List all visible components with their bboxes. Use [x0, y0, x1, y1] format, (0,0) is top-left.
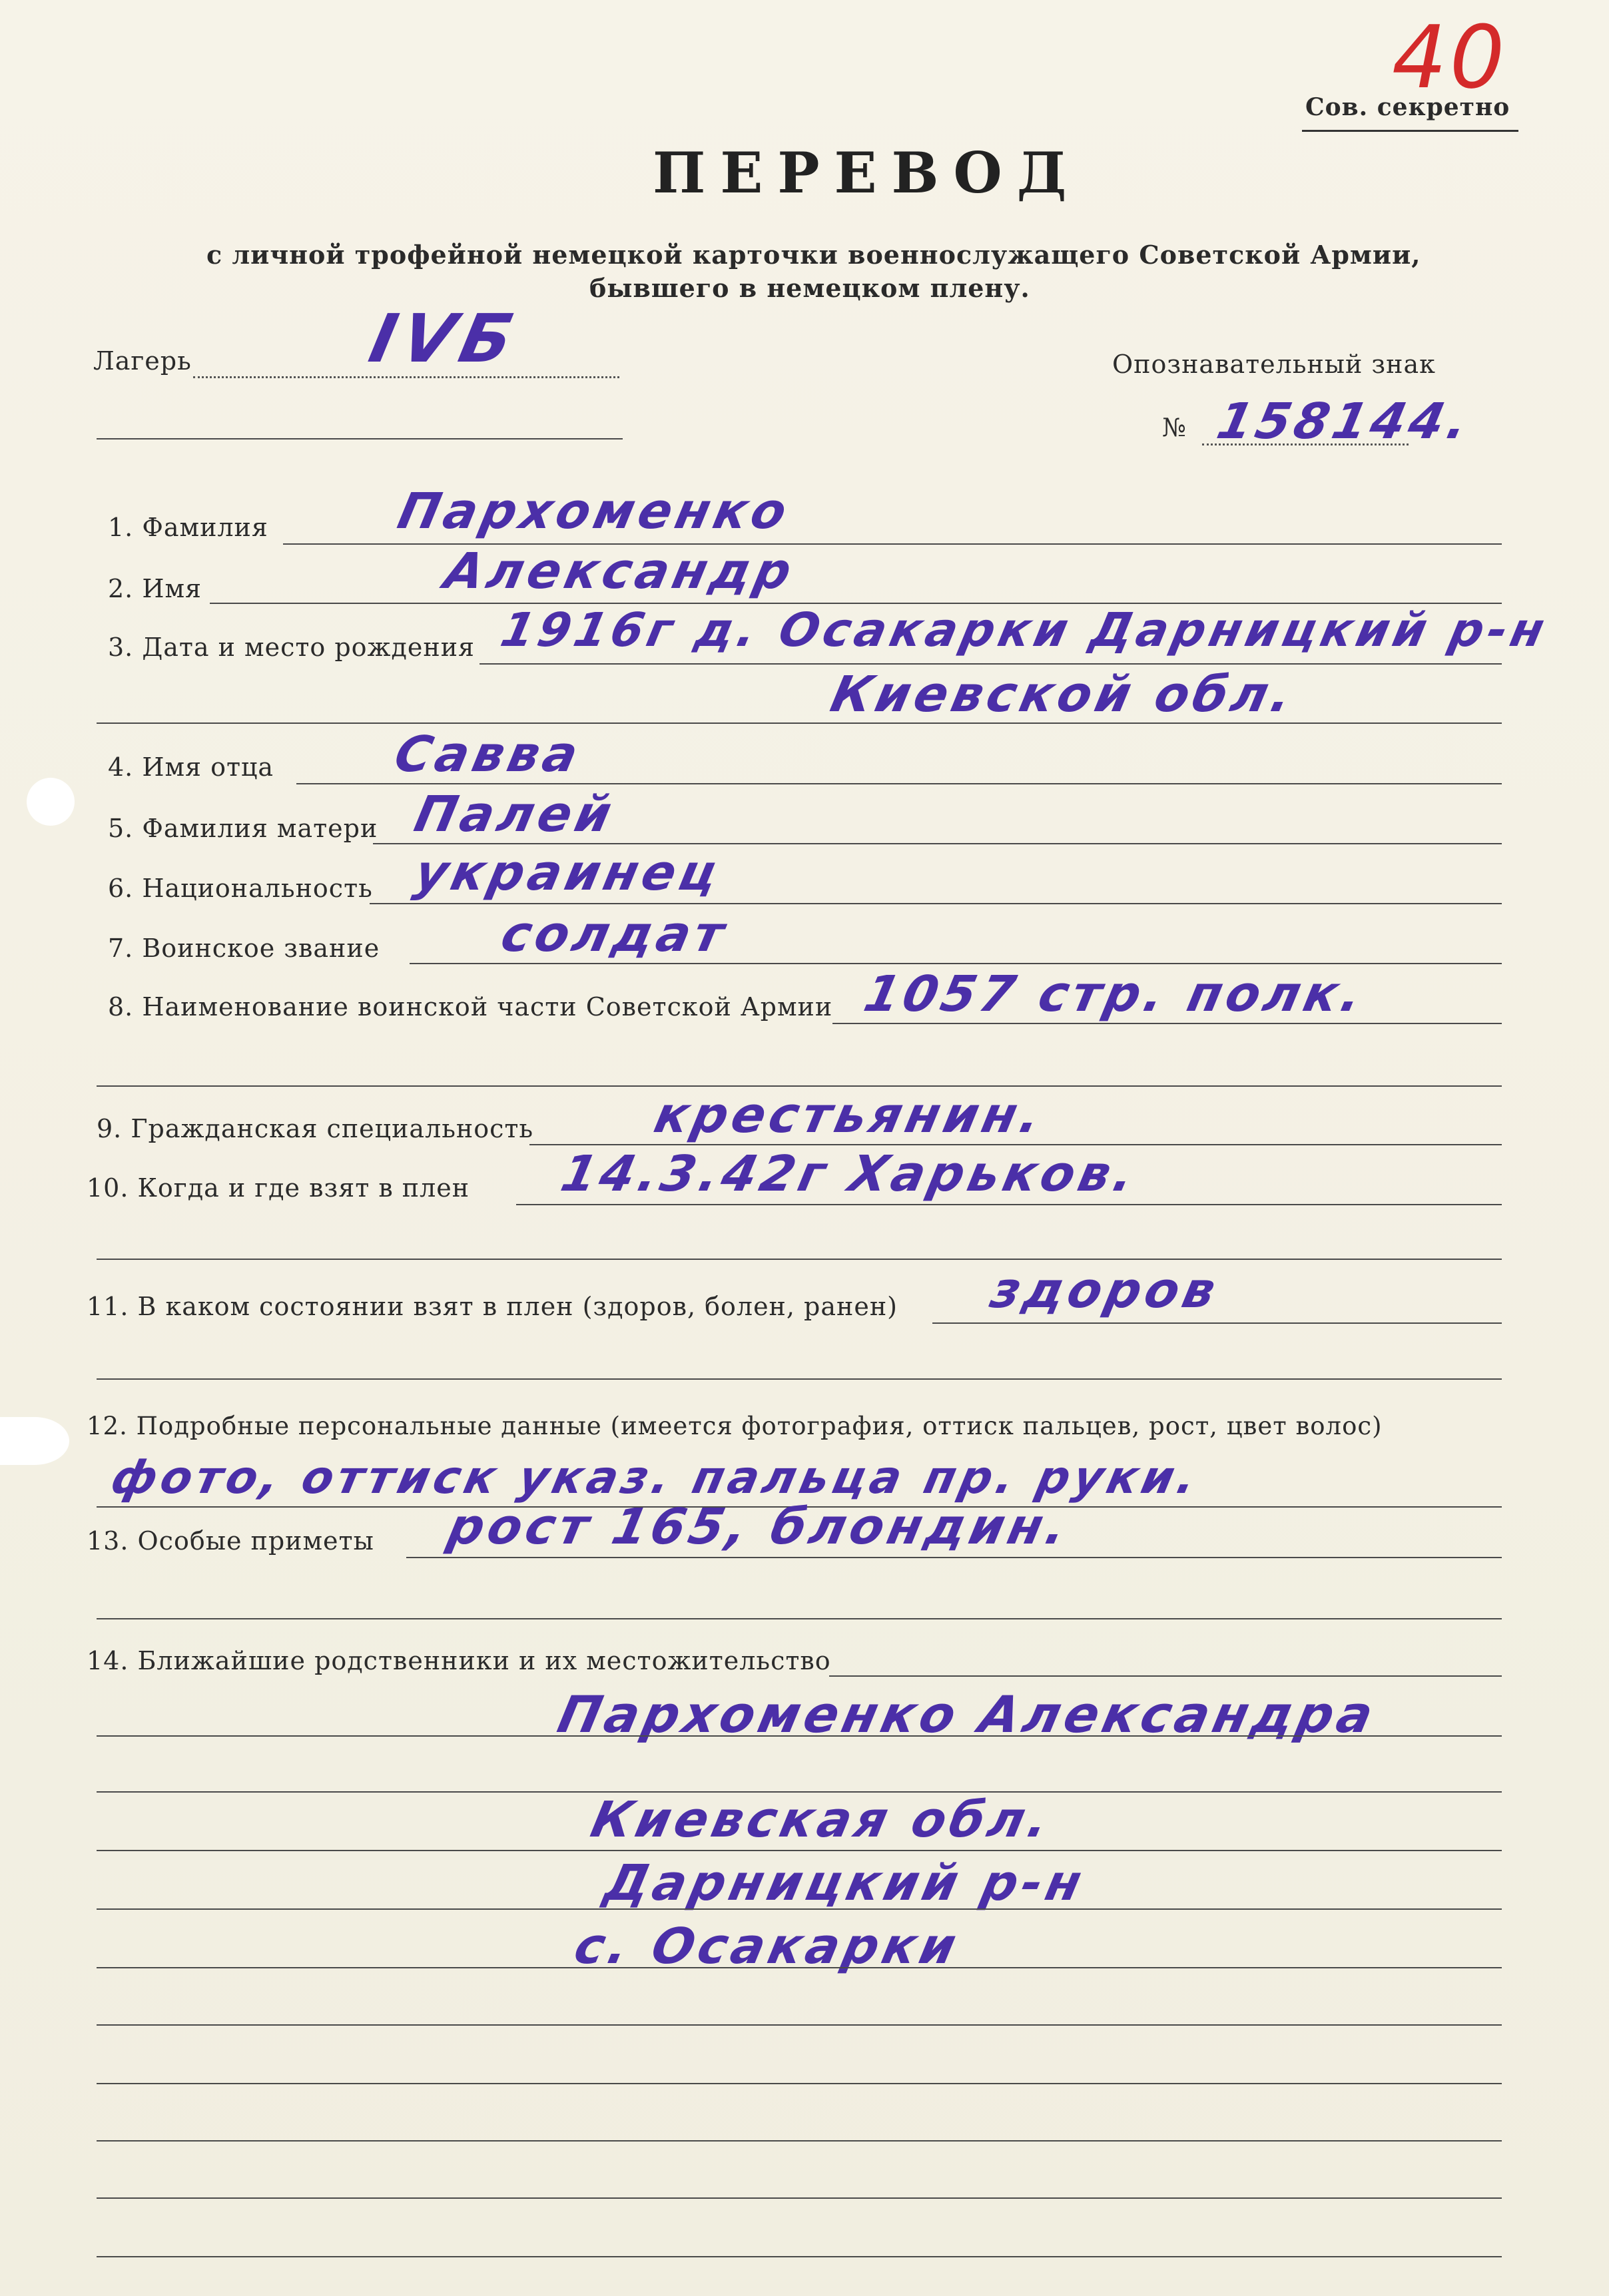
document-title: ПЕРЕВОД [653, 140, 1082, 206]
distinctive-marks-value: рост 165, блондин. [443, 1498, 1076, 1556]
personal-data-label: 12. Подробные персональные данные (имеется фотография, оттиск пальцев, рост, цвет волос) [87, 1412, 1383, 1440]
relatives-value-line2: Киевская обл. [586, 1791, 1058, 1849]
camp-second-line [97, 438, 623, 439]
punch-hole-top [27, 778, 75, 826]
surname-label: 1. Фамилия [108, 513, 268, 542]
page-number: 40 [1392, 7, 1508, 108]
first-name-value: Александр [440, 543, 801, 600]
document-subtitle-line1: с личной трофейной немецкой карточки военнослужащего Советской Армии, [206, 240, 1421, 270]
birth-value-line1: 1916г д. Осакарки Дарницкий р-н [496, 603, 1554, 657]
relatives-line-4 [97, 1850, 1502, 1851]
rank-value: солдат [496, 906, 733, 963]
relatives-line [829, 1675, 1502, 1677]
distinctive-marks-label: 13. Особые приметы [87, 1526, 374, 1556]
capture-label: 10. Когда и где взят в плен [87, 1173, 470, 1203]
father-name-value: Савва [390, 726, 587, 783]
civil-specialty-label: 9. Гражданская специальность [97, 1114, 534, 1143]
military-unit-line [832, 1023, 1502, 1024]
id-mark-label: Опознавательный знак [1112, 350, 1436, 379]
relatives-label: 14. Ближайшие родственники и их местожительство [87, 1646, 831, 1675]
capture-condition-label: 11. В каком состоянии взят в плен (здоров, болен, ранен) [87, 1292, 898, 1321]
camp-label: Лагерь [93, 346, 192, 376]
camp-value: IVБ [363, 300, 527, 378]
mother-surname-value: Палей [410, 786, 621, 843]
capture-second-line [97, 1259, 1502, 1260]
distinctive-marks-second-line [97, 1618, 1502, 1619]
birth-label: 3. Дата и место рождения [108, 633, 476, 662]
birth-line [480, 663, 1502, 665]
relatives-value-line3: Дарницкий р-н [599, 1855, 1091, 1912]
relatives-value-line4: с. Осакарки [569, 1918, 965, 1975]
relatives-line-5 [97, 1908, 1502, 1910]
personal-data-value: фото, оттиск указ. пальца пр. руки. [107, 1452, 1205, 1504]
relatives-line-11 [97, 2256, 1502, 2257]
document-subtitle-line2: бывшего в немецком плену. [589, 273, 1030, 303]
nationality-label: 6. Национальность [108, 874, 373, 903]
relatives-line-7 [97, 2024, 1502, 2026]
father-name-label: 4. Имя отца [108, 752, 274, 782]
capture-condition-line [932, 1322, 1502, 1324]
relatives-value-line1: Пархоменко Александра [553, 1685, 1383, 1744]
birth-value-line2: Киевской обл. [826, 666, 1301, 723]
relatives-line-6 [97, 1967, 1502, 1968]
surname-value: Пархоменко [393, 483, 796, 540]
nationality-line [370, 903, 1502, 904]
classification-underline [1302, 130, 1518, 132]
id-mark-number-label: № [1162, 413, 1187, 442]
nationality-value: украинец [410, 844, 727, 902]
rank-line [410, 963, 1502, 964]
relatives-line-9 [97, 2140, 1502, 2142]
punch-hole-bottom [0, 1417, 69, 1465]
capture-condition-second-line [97, 1378, 1502, 1380]
capture-value: 14.3.42г Харьков. [556, 1145, 1143, 1203]
first-name-label: 2. Имя [108, 574, 202, 603]
distinctive-marks-line [406, 1557, 1502, 1558]
capture-line [516, 1204, 1502, 1205]
relatives-line-2 [97, 1735, 1502, 1737]
military-unit-value: 1057 стр. полк. [859, 966, 1371, 1023]
rank-label: 7. Воинское звание [108, 934, 380, 963]
father-name-line [296, 783, 1502, 784]
military-unit-label: 8. Наименование воинской части Советской Армии [108, 992, 833, 1021]
relatives-line-8 [97, 2083, 1502, 2084]
civil-specialty-value: крестьянин. [649, 1087, 1050, 1144]
birth-second-line [97, 722, 1502, 724]
mother-surname-label: 5. Фамилия матери [108, 814, 378, 843]
classification-label: Сов. секретно [1305, 93, 1510, 121]
capture-condition-value: здоров [986, 1262, 1225, 1319]
relatives-line-10 [97, 2197, 1502, 2199]
id-mark-value: 158144. [1212, 393, 1477, 450]
